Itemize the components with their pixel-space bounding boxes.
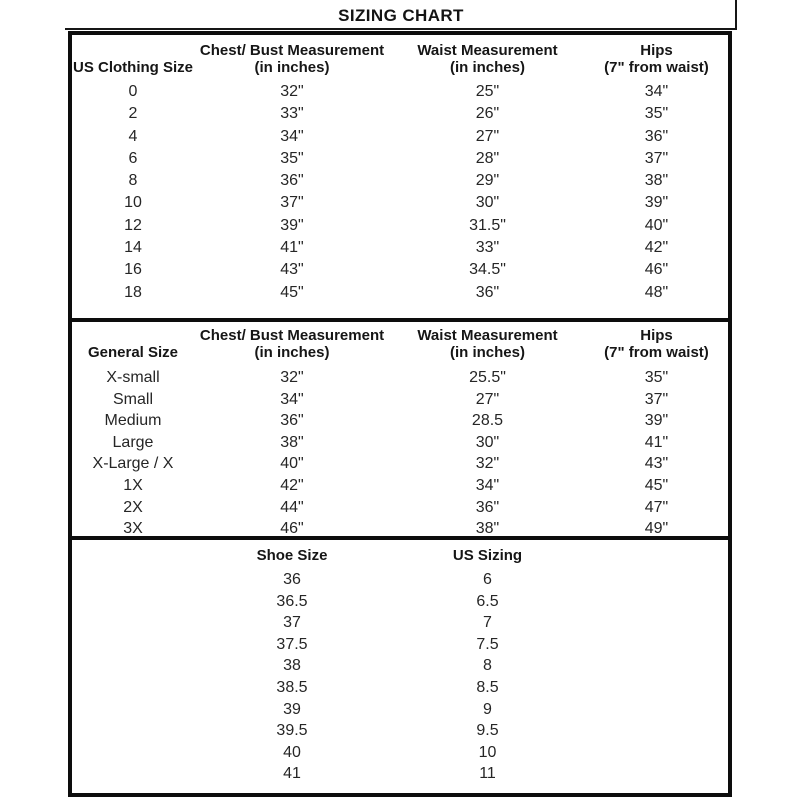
table-row	[72, 612, 728, 634]
table-cell	[585, 634, 728, 656]
table-cell: 6	[128, 149, 138, 167]
table-row	[72, 282, 728, 304]
table-cell	[585, 720, 728, 742]
table-row	[72, 170, 728, 192]
table-cell: 37"	[644, 149, 669, 167]
table-cell: 36"	[644, 127, 669, 145]
table-cell: 39"	[280, 216, 304, 234]
table-cell: 41	[283, 765, 301, 783]
table-row	[72, 742, 728, 764]
table-cell: 37	[283, 614, 301, 632]
table-header-row	[72, 540, 728, 564]
table-cell: 6.5	[476, 592, 499, 610]
table-cell: 34.5"	[469, 261, 506, 279]
table-body	[72, 367, 728, 536]
table-cell: 26"	[475, 105, 500, 123]
table-cell: 34"	[475, 476, 500, 494]
column-header: Waist Measurement (in inches)	[417, 327, 558, 361]
table-cell: 28.5	[471, 412, 504, 430]
table-cell: 3X	[123, 520, 143, 536]
table-cell	[72, 699, 194, 721]
table-cell: 43"	[644, 455, 669, 473]
table-cell: 32"	[475, 455, 500, 473]
table-cell: 6	[483, 571, 492, 588]
table-cell: 2	[128, 105, 138, 123]
table-row	[72, 497, 728, 519]
table-cell: 8.5	[476, 678, 499, 696]
table-cell: 16	[124, 261, 142, 279]
table-cell: 11	[479, 765, 496, 783]
table-cell: 42"	[644, 239, 669, 257]
table-cell: 32"	[280, 369, 304, 386]
table-row	[72, 237, 728, 259]
table-cell: 39"	[644, 194, 669, 212]
table-cell: 18	[124, 283, 142, 301]
table-cell: 1X	[123, 476, 143, 494]
table-body	[72, 569, 728, 785]
table-row	[72, 81, 728, 103]
table-cell: 12	[124, 216, 142, 234]
table-cell: 8	[483, 657, 492, 675]
table-header-row	[72, 35, 728, 76]
table-cell: 30"	[475, 433, 500, 451]
table-cell: 34"	[644, 83, 669, 100]
table-cell: 35"	[280, 149, 304, 167]
table-cell: 27"	[475, 390, 500, 408]
table-cell: 38"	[475, 520, 500, 536]
table-row	[72, 655, 728, 677]
table-cell: 10	[124, 194, 142, 212]
table-cell: 36.5	[276, 592, 308, 610]
table-cell	[585, 677, 728, 699]
table-cell	[585, 612, 728, 634]
table-cell: 34"	[280, 390, 304, 408]
table-cell	[72, 742, 194, 764]
table-cell: 35"	[644, 369, 669, 386]
table-row	[72, 569, 728, 591]
table-cell: 36"	[475, 498, 500, 516]
column-header: General Size	[87, 344, 179, 361]
column-header: Shoe Size	[256, 547, 328, 564]
table-row	[72, 367, 728, 389]
table-cell: 39"	[644, 412, 669, 430]
title-right-tick	[735, 0, 737, 30]
shoe-size-table	[72, 536, 728, 793]
table-row	[72, 518, 728, 536]
table-row	[72, 763, 728, 785]
table-cell: 36"	[475, 283, 500, 301]
table-cell: 40"	[644, 216, 669, 234]
table-row	[72, 259, 728, 281]
table-cell: 8	[128, 172, 138, 190]
table-cell: 27"	[475, 127, 500, 145]
table-cell	[72, 591, 194, 613]
table-cell	[585, 742, 728, 764]
table-cell: Small	[112, 390, 153, 408]
table-cell: X-small	[106, 369, 160, 386]
table-cell	[72, 720, 194, 742]
table-cell: 30"	[475, 194, 500, 212]
table-cell: 46"	[644, 261, 669, 279]
table-cell: 41"	[644, 433, 669, 451]
table-cell: 34"	[280, 127, 304, 145]
table-row	[72, 215, 728, 237]
table-cell: 40"	[280, 455, 304, 473]
table-cell	[585, 763, 728, 785]
table-cell: 33"	[475, 239, 500, 257]
table-row	[72, 677, 728, 699]
table-row	[72, 148, 728, 170]
table-cell: 39	[283, 700, 301, 718]
table-cell: 49"	[644, 520, 669, 536]
table-row	[72, 634, 728, 656]
table-cell	[585, 591, 728, 613]
table-cell: 37.5	[276, 635, 308, 653]
table-cell: 43"	[280, 261, 304, 279]
table-cell: 45"	[644, 476, 669, 494]
table-row	[72, 475, 728, 497]
title-underline	[65, 28, 737, 30]
table-cell: 7.5	[476, 635, 499, 653]
table-cell: 7	[483, 614, 492, 632]
table-row	[72, 591, 728, 613]
table-cell: 39.5	[276, 722, 308, 740]
table-cell	[585, 569, 728, 591]
table-row	[72, 192, 728, 214]
table-cell: 38"	[280, 433, 304, 451]
table-cell: 48"	[644, 283, 669, 301]
table-cell: 31.5"	[469, 216, 506, 234]
us-clothing-size-table	[72, 35, 728, 318]
column-header: Chest/ Bust Measurement (in inches)	[199, 42, 385, 76]
table-cell: 4	[128, 127, 138, 145]
table-header-row	[72, 322, 728, 361]
table-cell: 40	[283, 743, 301, 761]
table-cell: 25"	[475, 83, 500, 100]
table-cell: 37"	[280, 194, 304, 212]
table-cell: 46"	[280, 520, 304, 536]
table-cell: 28"	[475, 149, 500, 167]
sizing-chart-box	[68, 31, 732, 797]
table-cell: 36	[283, 571, 301, 588]
table-cell: 29"	[475, 172, 500, 190]
table-cell: 2X	[123, 498, 143, 516]
table-row	[72, 720, 728, 742]
column-header: US Sizing	[452, 547, 523, 564]
table-row	[72, 699, 728, 721]
table-row	[72, 389, 728, 411]
table-row	[72, 432, 728, 454]
table-cell: 25.5"	[469, 369, 506, 386]
table-cell: 42"	[280, 476, 304, 494]
table-row	[72, 126, 728, 148]
table-cell: 45"	[280, 283, 304, 301]
table-cell: 9	[483, 700, 492, 718]
table-cell: X-Large / X	[92, 455, 174, 473]
table-cell: 38"	[644, 172, 669, 190]
table-cell	[72, 655, 194, 677]
page-title: SIZING CHART	[338, 6, 464, 25]
table-row	[72, 103, 728, 125]
table-cell	[72, 612, 194, 634]
column-header: Waist Measurement (in inches)	[417, 42, 558, 76]
column-header: Hips (7" from waist)	[604, 42, 709, 76]
table-cell: 10	[478, 743, 497, 761]
table-cell: Large	[112, 433, 154, 451]
table-cell	[72, 634, 194, 656]
table-cell: 38.5	[276, 678, 308, 696]
table-cell: 14	[124, 239, 142, 257]
table-body	[72, 81, 728, 304]
table-cell: 33"	[280, 105, 304, 123]
table-cell: 47"	[644, 498, 669, 516]
table-cell: 32"	[280, 83, 304, 100]
table-cell: 36"	[280, 412, 304, 430]
table-cell: 36"	[280, 172, 304, 190]
table-cell: 0	[128, 83, 138, 100]
column-header: Chest/ Bust Measurement (in inches)	[199, 327, 385, 361]
table-cell	[72, 569, 194, 591]
table-cell	[585, 699, 728, 721]
table-cell	[585, 655, 728, 677]
column-header: Hips (7" from waist)	[604, 327, 709, 361]
table-cell: 38	[283, 657, 301, 675]
table-cell: 41"	[280, 239, 304, 257]
table-cell: 35"	[644, 105, 669, 123]
table-cell	[72, 677, 194, 699]
table-cell: 37"	[644, 390, 669, 408]
general-size-table	[72, 318, 728, 536]
table-cell: 9.5	[476, 722, 499, 740]
table-cell: 44"	[280, 498, 304, 516]
table-cell	[72, 763, 194, 785]
table-row	[72, 410, 728, 432]
table-cell: Medium	[104, 412, 162, 430]
table-row	[72, 453, 728, 475]
column-header: US Clothing Size	[73, 59, 193, 76]
